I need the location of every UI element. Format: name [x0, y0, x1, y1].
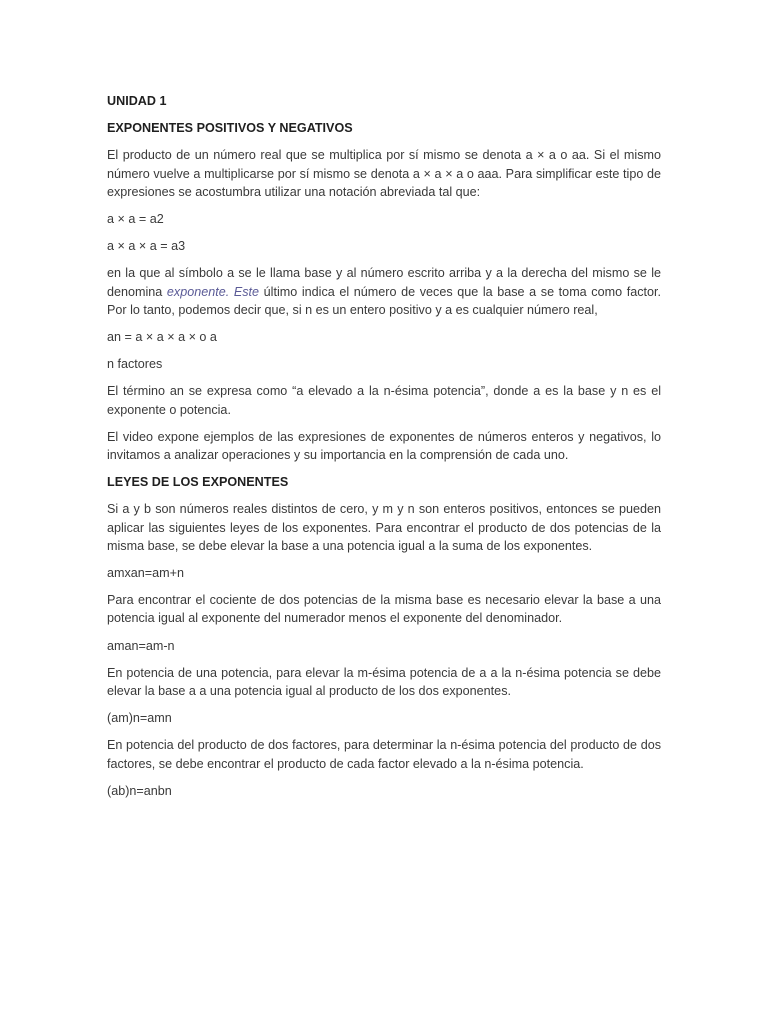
- formula-potencia-potencia: (am)n=amn: [107, 711, 172, 726]
- formula-a2: a × a = a2: [107, 212, 164, 227]
- paragraph-producto: El producto de un número real que se multiplica por sí mismo se denota a × a o aa. Si el mismo número vuelve a multiplicarse por sí mismo se denota a × a × a o aaa. Para simplificar este tipo de expresiones se acostumbra utilizar una notación abreviada tal que:: [107, 148, 661, 199]
- formula-potencia-producto: (ab)n=anbn: [107, 783, 172, 798]
- paragraph-base-exponente: [107, 264, 661, 319]
- formula-cociente: aman=am-n: [107, 638, 175, 653]
- formula-an: an = a × a × a × o a: [107, 330, 217, 345]
- formula-n-factores: n factores: [107, 357, 163, 372]
- paragraph-leyes-intro: Si a y b son números reales distintos de cero, y m y n son enteros positivos, entonces se pueden aplicar las siguientes leyes de los exponentes. Para encontrar el producto de dos potencias de la misma base, se debe elevar la base a una potencia igual a la suma de los exponentes.: [107, 502, 661, 553]
- paragraph-termino-an: El término an se expresa como “a elevado a la n-ésima potencia”, donde a es la base y n es el exponente o potencia.: [107, 384, 661, 417]
- formula-a3: a × a × a = a3: [107, 239, 186, 254]
- exponente-link[interactable]: exponente. Este: [166, 284, 260, 299]
- paragraph-video: El video expone ejemplos de las expresiones de exponentes de números enteros y negativos, lo invitamos a analizar operaciones y su importancia en la comprensión de cada uno.: [107, 429, 661, 463]
- paragraph-potencia-potencia: En potencia de una potencia, para elevar la m-ésima potencia de a a la n-ésima potencia se debe elevar la base a a una potencia igual al producto de los dos exponentes.: [107, 665, 661, 699]
- paragraph-cociente: Para encontrar el cociente de dos potencias de la misma base es necesario elevar la base a una potencia igual al exponente del numerador menos el exponente del denominador.: [107, 593, 661, 626]
- paragraph-text: en la que al símbolo a se le llama base y al número escrito arriba y a la derecha del mismo se le denomina: [107, 266, 661, 299]
- formula-producto: amxan=am+n: [107, 566, 185, 581]
- section-heading-exponentes: EXPONENTES POSITIVOS Y NEGATIVOS: [107, 121, 353, 136]
- unit-title: UNIDAD 1: [107, 94, 167, 108]
- paragraph-potencia-producto: En potencia del producto de dos factores, para determinar la n-ésima potencia del producto de dos factores, se debe encontrar el producto de cada factor elevado a la n-ésima potencia.: [107, 738, 661, 771]
- document-page: [107, 92, 661, 809]
- section-heading-leyes: LEYES DE LOS EXPONENTES: [107, 475, 289, 490]
- paragraph-text: último indica el número de veces que la base a se toma como factor. Por lo tanto, podemos decir que, si n es un entero positivo y a es cualquier número real,: [107, 284, 661, 317]
